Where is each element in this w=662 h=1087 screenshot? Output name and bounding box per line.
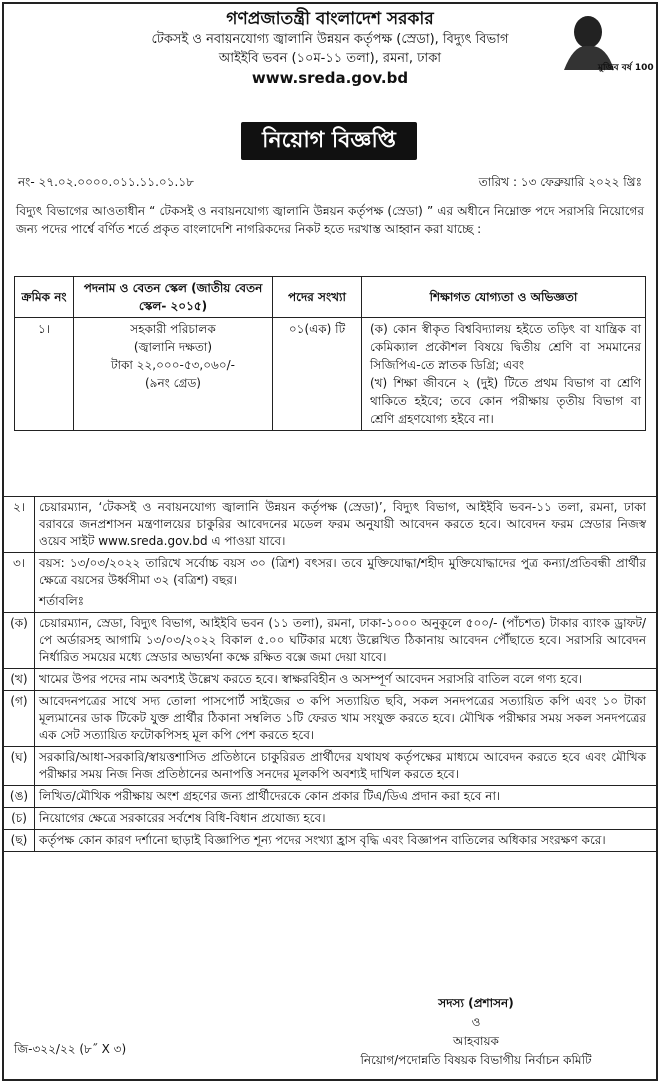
row-serial: ১। xyxy=(15,318,74,431)
condition-uma xyxy=(4,786,656,808)
condition-mark: (গ) xyxy=(4,691,35,746)
post-dept: (জ্বালানি দক্ষতা) xyxy=(133,340,213,354)
condition-mark: (ঙ) xyxy=(4,786,35,807)
condition-mark: (চ) xyxy=(4,808,35,829)
posts-table xyxy=(14,276,646,431)
condition-chha xyxy=(4,830,656,852)
qualification-b: (খ) শিক্ষা জীবনে ২ (দুই) টিতে প্রথম বিভাগ বা শ্রেণি থাকিতে হইবে; তবে কোন পরীক্ষায় তৃতীয় বিভাগ বা শ্রেণি গ্রহণযোগ্য হইবে না। xyxy=(370,376,641,426)
condition-text: খামের উপর পদের নাম অবশ্যই উল্লেখ করতে হবে। স্বাক্ষরবিহীন ও অসম্পূর্ণ আবেদন সরাসরি বাতিল বলে গণ্য হবে। xyxy=(39,672,583,686)
condition-text: কর্তৃপক্ষ কোন কারণ দর্শানো ছাড়াই বিজ্ঞাপিত শূন্য পদের সংখ্যা হ্রাস বৃদ্ধি এবং বিজ্ঞাপন বাতিলের অধিকার সংরক্ষণ করে। xyxy=(39,833,606,847)
mujib-borsho-logo xyxy=(554,10,654,78)
header-qualification: শিক্ষাগত যোগ্যতা ও অভিজ্ঞতা xyxy=(362,277,646,318)
post-grade: (৯নং গ্রেড) xyxy=(145,376,201,390)
condition-gha xyxy=(4,747,656,786)
condition-text: আবেদনপত্রের সাথে সদ্য তোলা পাসপোর্ট সাইজের ৩ কপি সত্যায়িত ছবি, সকল সনদপত্রের সত্যায়িত কপি এবং ১০ টাকা মূল্যমানের ডাক টিকেট যুক্ত প্রার্থীর ঠিকানা সম্বলিত ১টি ফেরত খাম সংযুক্ত করতে হবে। মৌখিক পরীক্ষার সময় সকল সনদপত্রের এক সেট সত্যায়িত ফটোকপিসহ মূল কপি পেশ করতে হবে। xyxy=(39,694,646,742)
intro-paragraph: বিদ্যুৎ বিভাগের আওতাধীন “ টেকসই ও নবায়নযোগ্য জ্বালানি উন্নয়ন কর্তৃপক্ষ (স্রেডা) ” এর অধীনে নিম্নোক্ত পদে সরাসরি নিয়োগের জন্য পদের পার্শ্বে বর্ণিত শর্তে প্রকৃত বাংলাদেশি নাগরিকদের নিকট হতে দরখাস্ত আহ্বান করা যাচ্ছে : xyxy=(16,204,644,236)
organization-name: টেকসই ও নবায়নযোগ্য জ্বালানি উন্নয়ন কর্তৃপক্ষ (স্রেডা), বিদ্যুৎ বিভাগ xyxy=(151,32,509,47)
condition-kha xyxy=(4,669,656,691)
signature-block xyxy=(316,994,636,1070)
government-name: গণপ্রজাতন্ত্রী বাংলাদেশ সরকার xyxy=(226,9,434,29)
conditions-heading-row xyxy=(4,591,656,613)
notice-page xyxy=(2,2,658,1081)
condition-mark: (ক) xyxy=(4,613,35,668)
website-link[interactable]: www.sreda.gov.bd xyxy=(251,69,409,87)
header-post: পদনাম ও বেতন স্কেল (জাতীয় বেতন স্কেল- ২০১৫) xyxy=(74,277,273,318)
condition-mark: (খ) xyxy=(4,669,35,690)
rule-2 xyxy=(4,497,656,553)
conditions-heading: শর্তাবলিঃ xyxy=(39,594,85,608)
signatory-and: ও xyxy=(471,1015,481,1029)
condition-mark: (ঘ) xyxy=(4,747,35,785)
portrait-head-icon xyxy=(574,16,602,48)
condition-text: চেয়ারম্যান, স্রেডা, বিদ্যুৎ বিভাগ, আইইবি ভবন (১১ তলা), রমনা, ঢাকা-১০০০ অনুকূলে ৫০০/- (পাঁচশত) টাকার ব্যাংক ড্রাফট/পে অর্ডারসহ আগামি ১৩/০৩/২০২২ বিকাল ৫.০০ ঘটিকার মধ্যে উল্লেখিত ঠিকানায় আবেদন পৌঁছাতে হবে। সরাসরি আবেদন নির্ধারিত সময়ের মধ্যে স্রেডার অভ্যর্থনা কক্ষে রক্ষিত বক্সে জমা দেয়া যাবে। xyxy=(39,616,646,664)
condition-cha xyxy=(4,808,656,830)
header-serial: ক্রমিক নং xyxy=(15,277,74,318)
memo-number: নং- ২৭.০২.০০০০.০১১.১১.০১.১৮ xyxy=(18,175,194,189)
condition-ka xyxy=(4,613,656,669)
signatory-role: সদস্য (প্রশাসন) xyxy=(438,996,514,1010)
row-qualification xyxy=(362,318,646,431)
table-row xyxy=(15,318,646,431)
condition-text: সরকারি/আধা-সরকারি/স্বায়ত্তশাসিত প্রতিষ্ঠানে চাকুরিরত প্রার্থীদের যথাযথ কর্তৃপক্ষের মাধ্যমে আবেদন করতে হবে এবং মৌখিক পরীক্ষার সময় নিজ নিজ প্রতিষ্ঠানের অনাপত্তি সনদের মূলকপি অবশ্যই দাখিল করতে হবে। xyxy=(39,750,646,781)
footer-code: জি-৩২২/২২ (৮˝ X ৩) xyxy=(14,1042,127,1056)
rules-section xyxy=(4,496,656,852)
rule-text: বয়স: ১৩/০৩/২০২২ তারিখে সর্বোচ্চ বয়স ৩০ (ত্রিশ) বৎসর। তবে মুক্তিযোদ্ধা/শহীদ মুক্তিযোদ্ধাদের পুত্র কন্যা/প্রতিবন্ধী প্রার্থীর ক্ষেত্রে বয়সের উর্ধ্বসীমা ৩২ (বত্রিশ) বছর। xyxy=(39,556,646,587)
notice-date: তারিখ : ১৩ ফেব্রুয়ারি ২০২২ খ্রিঃ xyxy=(478,175,642,189)
rule-mark: ৩। xyxy=(4,553,35,591)
condition-ga xyxy=(4,691,656,747)
rule-mark: ২। xyxy=(4,497,35,552)
post-salary: টাকা ২২,০০০-৫৩,০৬০/- xyxy=(110,358,236,372)
condition-text: লিখিত/মৌখিক পরীক্ষায় অংশ গ্রহণের জন্য প্রার্থীদেরকে কোন প্রকার টিএ/ডিএ প্রদান করা হবে না। xyxy=(39,789,501,803)
committee-name: নিয়োগ/পদোন্নতি বিষয়ক বিভাগীয় নির্বাচন কমিটি xyxy=(360,1053,592,1067)
table-header-row xyxy=(15,277,646,318)
header-count: পদের সংখ্যা xyxy=(273,277,362,318)
row-post xyxy=(74,318,273,431)
logo-text: মুজিব বর্ষ 100 xyxy=(598,63,654,73)
notice-title: নিয়োগ বিজ্ঞপ্তি xyxy=(241,122,417,160)
condition-text: নিয়োগের ক্ষেত্রে সরকারের সর্বশেষ বিধি-বিধান প্রযোজ্য হবে। xyxy=(39,811,326,825)
rule-3 xyxy=(4,553,656,591)
post-name: সহকারী পরিচালক xyxy=(130,322,216,336)
qualification-a: (ক) কোন স্বীকৃত বিশ্ববিদ্যালয় হইতে তড়িৎ বা যান্ত্রিক বা কেমিক্যাল প্রকৌশল বিষয়ে দ্বিতীয় শ্রেণি বা সমমানের সিজিপিএ-তে স্নাতক ডিগ্রি; এবং xyxy=(370,322,641,372)
signatory-convener: আহবায়ক xyxy=(453,1034,499,1048)
office-address: আইইবি ভবন (১০ম-১১ তলা), রমনা, ঢাকা xyxy=(218,51,442,66)
rule-text: চেয়ারম্যান, ‘টেকসই ও নবায়নযোগ্য জ্বালানি উন্নয়ন কর্তৃপক্ষ (স্রেডা)’, বিদ্যুৎ বিভাগ, আইইবি ভবন-১১ তলা, রমনা, ঢাকা বরাবরে জনপ্রশাসন মন্ত্রণালয়ের চাকুরির আবেদনের মডেল ফরম অনুযায়ী আবেদন করতে হবে। আবেদন ফরম স্রেডার নিজস্ব ওয়েব সাইট www.sreda.gov.bd এ পাওয়া যাবে। xyxy=(39,500,646,548)
row-count: ০১(এক) টি xyxy=(273,318,362,431)
condition-mark: (ছ) xyxy=(4,830,35,851)
